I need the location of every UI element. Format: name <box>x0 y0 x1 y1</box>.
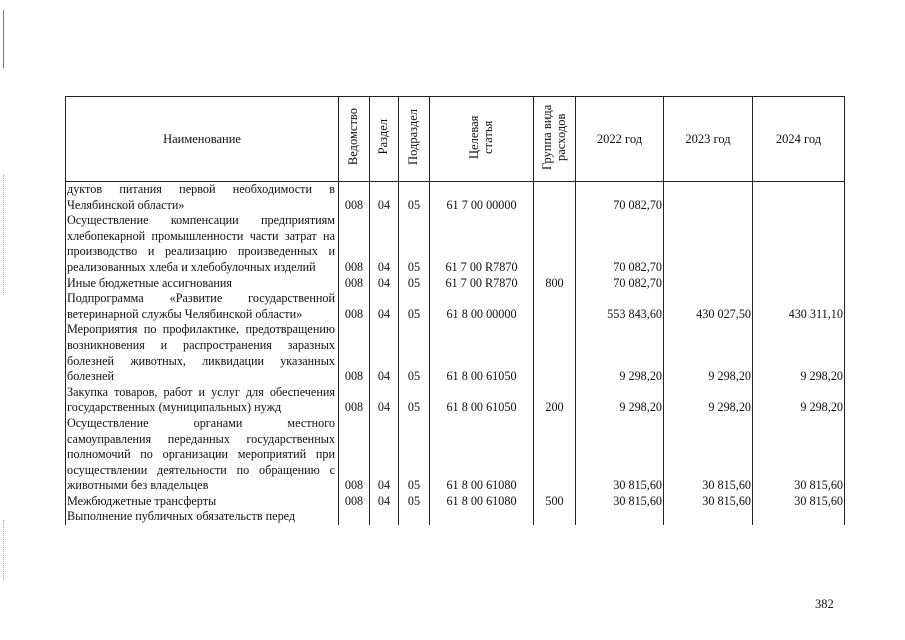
cell-gruppa <box>534 509 576 525</box>
cell-vedomstvo: 008 <box>339 213 370 275</box>
cell-vedomstvo: 008 <box>339 385 370 416</box>
cell-2022 <box>576 509 664 525</box>
table-row <box>66 276 845 292</box>
cell-2024: 9 298,20 <box>753 322 845 384</box>
cell-podrazdel: 05 <box>399 213 430 275</box>
cell-2023: 9 298,20 <box>664 322 753 384</box>
cell-2023 <box>664 509 753 525</box>
header-podrazdel: Подраздел <box>399 97 430 182</box>
header-vedomstvo: Ведомство <box>339 97 370 182</box>
cell-name: Осуществление компенсации предприятиям хлебопекарной промышленности части затрат на производство и реализацию произведенных и реализованных хлеба и хлебобулочных изделий <box>66 213 339 275</box>
cell-2022: 70 082,70 <box>576 213 664 275</box>
header-razdel: Раздел <box>370 97 399 182</box>
cell-gruppa: 500 <box>534 494 576 510</box>
cell-gruppa <box>534 182 576 214</box>
cell-name: Осуществление органами местного самоуправления переданных государственных полномочий по организации мероприятий при осуществлении деятельности по обращению с животными без владельцев <box>66 416 339 494</box>
scan-edge-dots <box>3 175 5 295</box>
cell-gruppa <box>534 322 576 384</box>
cell-2024 <box>753 213 845 275</box>
cell-celevaya-statya: 61 8 00 61080 <box>430 416 534 494</box>
cell-vedomstvo <box>339 509 370 525</box>
cell-celevaya-statya: 61 8 00 00000 <box>430 291 534 322</box>
cell-name: Закупка товаров, работ и услуг для обеспечения государственных (муниципальных) нужд <box>66 385 339 416</box>
cell-2024: 430 311,10 <box>753 291 845 322</box>
cell-gruppa: 800 <box>534 276 576 292</box>
cell-2022: 553 843,60 <box>576 291 664 322</box>
cell-name: Межбюджетные трансферты <box>66 494 339 510</box>
header-celevaya-statya: Целевая статья <box>430 97 534 182</box>
cell-razdel: 04 <box>370 494 399 510</box>
header-gruppa-vida-rashodov: Группа вида расходов <box>534 97 576 182</box>
cell-name: Иные бюджетные ассигнования <box>66 276 339 292</box>
cell-celevaya-statya: 61 8 00 61050 <box>430 322 534 384</box>
cell-2024: 30 815,60 <box>753 494 845 510</box>
cell-vedomstvo: 008 <box>339 182 370 214</box>
cell-gruppa <box>534 416 576 494</box>
header-2024: 2024 год <box>753 97 845 182</box>
cell-name: Подпрограмма «Развитие государственной ветеринарной службы Челябинской области» <box>66 291 339 322</box>
cell-2024: 30 815,60 <box>753 416 845 494</box>
cell-gruppa <box>534 291 576 322</box>
cell-razdel: 04 <box>370 385 399 416</box>
cell-gruppa: 200 <box>534 385 576 416</box>
table-header-row <box>66 97 845 182</box>
cell-vedomstvo: 008 <box>339 276 370 292</box>
table-row <box>66 385 845 416</box>
cell-celevaya-statya: 61 7 00 R7870 <box>430 276 534 292</box>
cell-podrazdel: 05 <box>399 322 430 384</box>
cell-podrazdel: 05 <box>399 291 430 322</box>
cell-gruppa <box>534 213 576 275</box>
cell-podrazdel: 05 <box>399 182 430 214</box>
cell-name: Мероприятия по профилактике, предотвращению возникновения и распространения заразных болезней животных, ликвидации указанных болезней <box>66 322 339 384</box>
cell-name: Выполнение публичных обязательств перед <box>66 509 339 525</box>
cell-podrazdel: 05 <box>399 494 430 510</box>
cell-vedomstvo: 008 <box>339 494 370 510</box>
cell-razdel: 04 <box>370 213 399 275</box>
header-name: Наименование <box>66 97 339 182</box>
table-row <box>66 322 845 384</box>
cell-2022: 70 082,70 <box>576 182 664 214</box>
cell-podrazdel: 05 <box>399 276 430 292</box>
cell-razdel: 04 <box>370 416 399 494</box>
cell-2023 <box>664 182 753 214</box>
cell-2022: 70 082,70 <box>576 276 664 292</box>
cell-razdel: 04 <box>370 182 399 214</box>
scan-edge-dots <box>3 520 5 580</box>
cell-2022: 9 298,20 <box>576 322 664 384</box>
cell-razdel <box>370 509 399 525</box>
cell-celevaya-statya: 61 7 00 00000 <box>430 182 534 214</box>
cell-2022: 9 298,20 <box>576 385 664 416</box>
cell-vedomstvo: 008 <box>339 416 370 494</box>
table-row <box>66 213 845 275</box>
cell-celevaya-statya <box>430 509 534 525</box>
cell-2023 <box>664 213 753 275</box>
cell-celevaya-statya: 61 7 00 R7870 <box>430 213 534 275</box>
cell-razdel: 04 <box>370 276 399 292</box>
header-2022: 2022 год <box>576 97 664 182</box>
header-2023: 2023 год <box>664 97 753 182</box>
cell-2024 <box>753 182 845 214</box>
table-row <box>66 416 845 494</box>
table-row <box>66 509 845 525</box>
cell-podrazdel: 05 <box>399 416 430 494</box>
table-row <box>66 182 845 214</box>
table-row <box>66 291 845 322</box>
page-number: 382 <box>815 597 834 611</box>
scan-edge-mark <box>3 10 4 68</box>
budget-table <box>65 96 845 525</box>
cell-2022: 30 815,60 <box>576 416 664 494</box>
table-row <box>66 494 845 510</box>
cell-podrazdel: 05 <box>399 385 430 416</box>
cell-vedomstvo: 008 <box>339 322 370 384</box>
cell-2024 <box>753 276 845 292</box>
cell-vedomstvo: 008 <box>339 291 370 322</box>
cell-2023: 9 298,20 <box>664 385 753 416</box>
cell-razdel: 04 <box>370 322 399 384</box>
cell-2022: 30 815,60 <box>576 494 664 510</box>
cell-razdel: 04 <box>370 291 399 322</box>
cell-2024: 9 298,20 <box>753 385 845 416</box>
cell-2023 <box>664 276 753 292</box>
cell-2023: 430 027,50 <box>664 291 753 322</box>
cell-celevaya-statya: 61 8 00 61050 <box>430 385 534 416</box>
cell-celevaya-statya: 61 8 00 61080 <box>430 494 534 510</box>
cell-podrazdel <box>399 509 430 525</box>
cell-name: дуктов питания первой необходимости в Челябинской области» <box>66 182 339 214</box>
cell-2024 <box>753 509 845 525</box>
cell-2023: 30 815,60 <box>664 494 753 510</box>
cell-2023: 30 815,60 <box>664 416 753 494</box>
